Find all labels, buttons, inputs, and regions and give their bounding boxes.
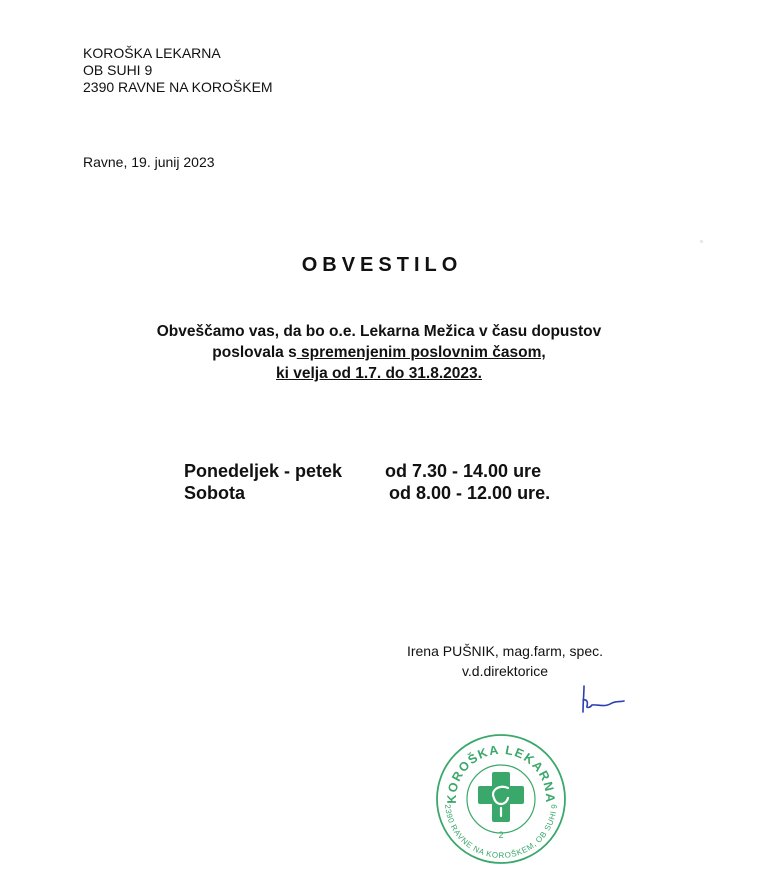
handwritten-signature — [572, 678, 632, 718]
sender-address — [83, 45, 273, 96]
notice-line-1: Obveščamo vas, da bo o.e. Lekarna Mežica v času dopustov — [156, 323, 602, 340]
document-title: OBVESTILO — [301, 254, 463, 276]
signer-block — [0, 641, 758, 681]
notice-line-2-plain: poslovala s — [212, 344, 297, 361]
opening-hours — [184, 460, 604, 504]
notice-line-2 — [0, 342, 758, 363]
hours-time: od 7.30 - 14.00 ure — [385, 461, 542, 481]
document-date: Ravne, 19. junij 2023 — [83, 154, 215, 170]
hours-day: Sobota — [184, 483, 245, 503]
hours-row-saturday — [184, 482, 604, 504]
scan-mark — [700, 240, 703, 243]
hours-row-weekdays — [184, 460, 604, 482]
sender-city: 2390 RAVNE NA KOROŠKEM — [83, 79, 273, 95]
notice-text — [0, 321, 758, 384]
hours-time: od 8.00 - 12.00 ure. — [389, 483, 551, 503]
hours-day: Ponedeljek - petek — [184, 461, 343, 481]
pharmacy-stamp — [434, 732, 568, 866]
notice-line-2-underlined: spremenjenim poslovnim časom, — [296, 344, 546, 361]
sender-name: KOROŠKA LEKARNA — [83, 45, 221, 61]
sender-street: OB SUHI 9 — [83, 62, 153, 78]
stamp-bottom-text: 2390 RAVNE NA KOROŠKEM, OB SUHI 9 — [443, 803, 559, 860]
pharmacy-cross-icon — [478, 772, 524, 822]
notice-line-3: ki velja od 1.7. do 31.8.2023. — [276, 365, 482, 382]
signer-role: v.d.direktorice — [461, 663, 549, 679]
stamp-number: 2 — [498, 830, 504, 840]
signer-name: Irena PUŠNIK, mag.farm, spec. — [406, 643, 604, 659]
stamp-top-text: KOROŠKA LEKARNA — [444, 742, 558, 804]
